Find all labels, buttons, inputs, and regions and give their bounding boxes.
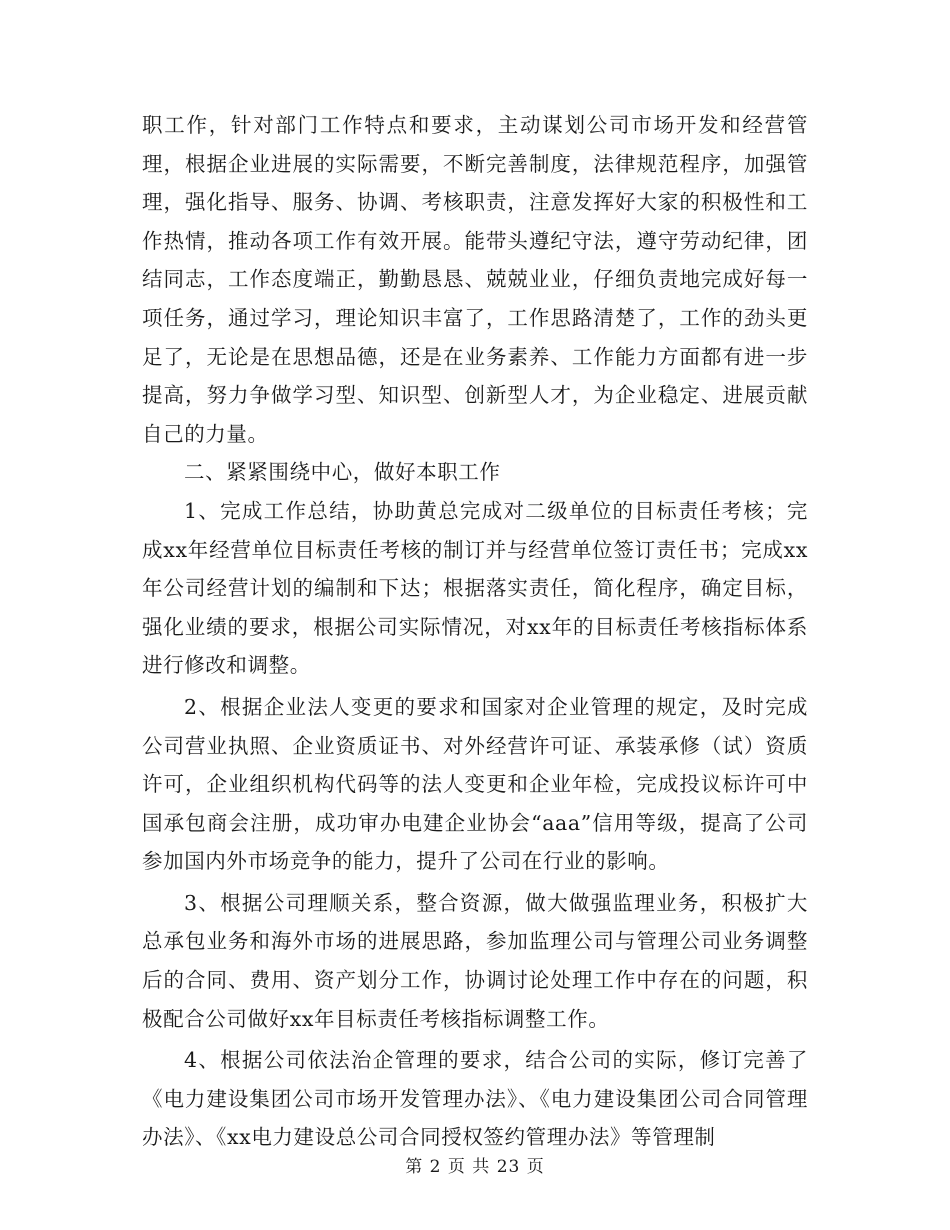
paragraph-item-3: 3、根据公司理顺关系，整合资源，做大做强监理业务，积极扩大总承包业务和海外市场的进展思路，参加监理公司与管理公司业务调整后的合同、费用、资产划分工作，协调讨论处理工作中存在的问题，积极配合公司做好xx年目标责任考核指标调整工作。	[142, 890, 808, 1031]
page-number: 第 2 页 共 23 页	[405, 1157, 545, 1177]
document-body	[142, 106, 808, 1157]
paragraph-item-2: 2、根据企业法人变更的要求和国家对企业管理的规定，及时完成公司营业执照、企业资质证书、对外经营许可证、承装承修（试）资质许可，企业组织机构代码等的法人变更和企业年检，完成投议标许可中国承包商会注册，成功审办电建企业协会“aaa”信用等级，提高了公司参加国内外市场竞争的能力，提升了公司在行业的影响。	[142, 694, 808, 874]
paragraph-item-4: 4、根据公司依法治企管理的要求，结合公司的实际，修订完善了《电力建设集团公司市场开发管理办法》、《电力建设集团公司合同管理办法》、《xx电力建设总公司合同授权签约管理办法》等管理制	[142, 1048, 808, 1150]
paragraph-continuation: 职工作，针对部门工作特点和要求，主动谋划公司市场开发和经营管理，根据企业进展的实际需要，不断完善制度，法律规范程序，加强管理，强化指导、服务、协调、考核职责，注意发挥好大家的积极性和工作热情，推动各项工作有效开展。能带头遵纪守法，遵守劳动纪律，团结同志，工作态度端正，勤勤恳恳、兢兢业业，仔细负责地完成好每一项任务，通过学习，理论知识丰富了，工作思路清楚了，工作的劲头更足了，无论是在思想品德，还是在业务素养、工作能力方面都有进一步提高，努力争做学习型、知识型、创新型人才，为企业稳定、进展贡献自己的力量。	[142, 113, 808, 446]
paragraph-item-1: 1、完成工作总结，协助黄总完成对二级单位的目标责任考核；完成xx年经营单位目标责任考核的制订并与经营单位签订责任书；完成xx年公司经营计划的编制和下达；根据落实责任，简化程序，确定目标，强化业绩的要求，根据公司实际情况，对xx年的目标责任考核指标体系进行修改和调整。	[142, 498, 808, 678]
section-heading: 二、紧紧围绕中心，做好本职工作	[184, 460, 501, 485]
page-footer	[0, 1152, 950, 1177]
